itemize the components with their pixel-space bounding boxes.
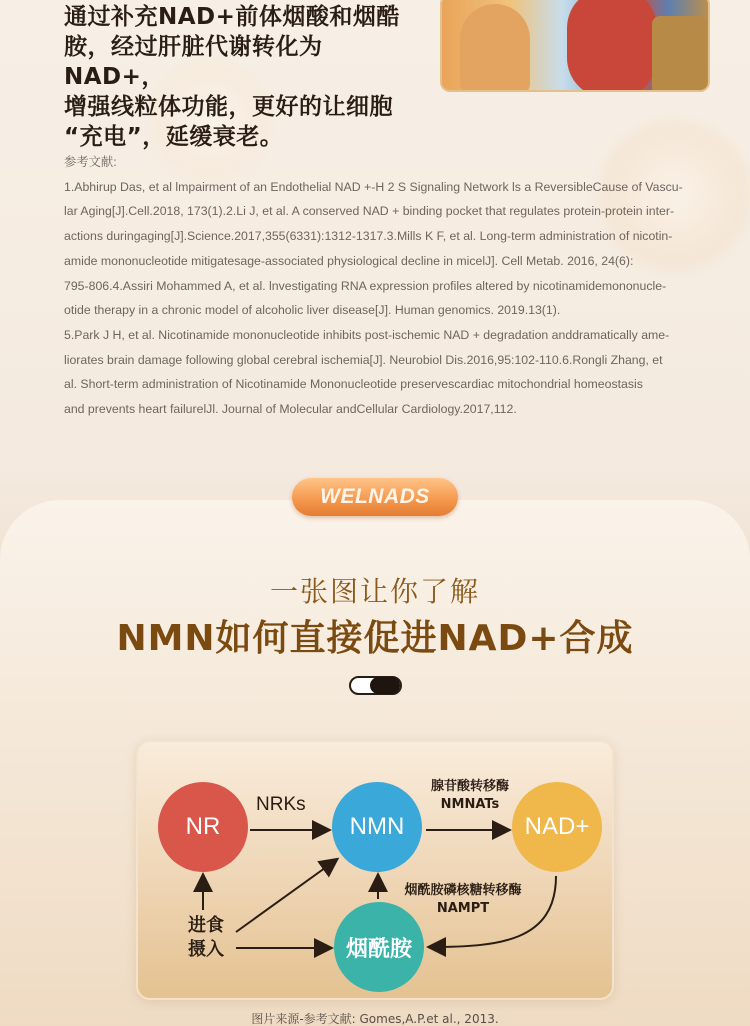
intro-line: 胺，经过肝脏代谢转化为NAD+，	[64, 34, 323, 90]
photo-figure	[460, 4, 530, 92]
intro-text	[64, 2, 414, 152]
intro-line: 增强线粒体功能，更好的让细胞	[64, 94, 393, 120]
reference-line: lar Aging[J].Cell.2018, 173(1).2.Li J, et al. A conserved NAD + binding pocket that regulates protein-protein inter-	[64, 204, 675, 219]
references	[64, 150, 694, 422]
label-nrks: NRKs	[256, 794, 306, 815]
node-nmn: NMN	[332, 782, 422, 872]
label-nmnat-cn: 腺苷酸转移酶	[430, 779, 509, 794]
section-subtitle: 一张图让你了解	[269, 575, 480, 608]
photo-figure	[567, 0, 657, 92]
arrow-intake-nmn	[236, 860, 336, 932]
reference-line: liorates brain damage following global cerebral ischemia[J]. Neurobiol Dis.2016,95:102-110.6.Rongli Zhang, et	[64, 352, 663, 367]
couple-photo	[440, 0, 710, 92]
reference-line: 5.Park J H, et al. Nicotinamide mononucleotide inhibits post-ischemic NAD + degradation anddramatically ame-	[64, 327, 670, 342]
node-nad: NAD+	[512, 782, 602, 872]
reference-line: otide therapy in a chronic model of alcoholic liver disease[J]. Human genomics. 2019.13(1).	[64, 303, 561, 318]
label-nmnat-en: NMNATs	[440, 797, 500, 812]
toggle-switch[interactable]	[349, 676, 402, 695]
label-nampt-cn: 烟酰胺磷核糖转移酶	[404, 883, 522, 898]
reference-line: 1.Abhirup Das, et al lmpairment of an Endothelial NAD +-H 2 S Signaling Network ls a ReversibleCause of Vascu-	[64, 179, 683, 194]
label-intake	[178, 914, 234, 962]
intro-line: 通过补充NAD+前体烟酸和烟酷	[64, 4, 400, 30]
image-caption: 图片来源-参考文献: Gomes,A.P.et al., 2013.	[251, 1012, 499, 1026]
reference-line: actions duringaging[J].Science.2017,355(6331):1312-1317.3.Mills K F, et al. Long-term administration of nicotin-	[64, 229, 673, 244]
node-nicotinamide: 烟酰胺	[334, 902, 424, 992]
reference-line: 795-806.4.Assiri Mohammed A, et al. lnvestigating RNA expression profiles altered by nicotinamidemononucle-	[64, 278, 667, 293]
label-nampt-en: NAMPT	[436, 901, 490, 916]
intro-line: “充电”，延缓衰老。	[64, 124, 284, 150]
section-title: NMN如何直接促进NAD+合成	[116, 618, 634, 659]
label-intake-line: 摄入	[188, 939, 224, 960]
reference-line: amide mononucleotide mitigatesage-associated physiological decline in micelJ]. Cell Metab. 2016, 24(6):	[64, 253, 634, 268]
label-intake-line: 进食	[188, 915, 224, 936]
photo-figure	[652, 16, 707, 92]
references-title: 参考文献:	[64, 155, 117, 169]
reference-line: al. Short-term administration of Nicotinamide Mononucleotide preservescardiac mitochondrial homeostasis	[64, 377, 643, 392]
toggle-knob	[370, 677, 400, 694]
label-nampt	[388, 882, 538, 918]
label-nmnat	[410, 778, 530, 814]
node-nr: NR	[158, 782, 248, 872]
synthesis-diagram	[136, 740, 614, 1000]
brand-badge: WELNADS	[292, 478, 458, 516]
reference-line: and prevents heart failurelJl. Journal of Molecular andCellular Cardiology.2017,112.	[64, 402, 517, 417]
